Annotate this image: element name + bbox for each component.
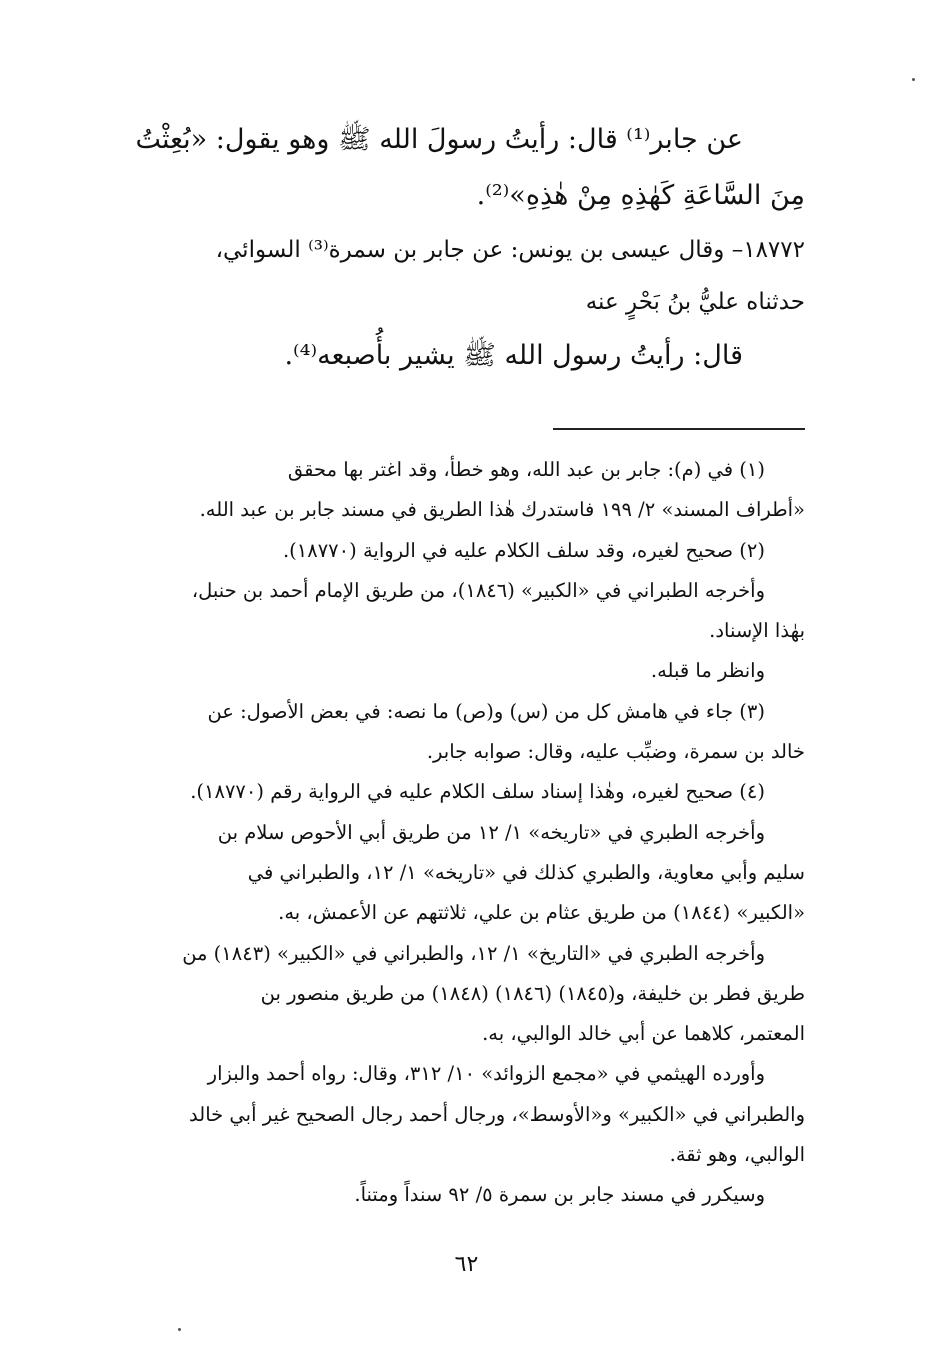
footnote-line: «الكبير» (١٨٤٤) من طريق عثام بن علي، ثلاثتهم عن الأعمش، به.: [278, 901, 805, 925]
footnote-line: سليم وأبي معاوية، والطبري كذلك في «تاريخه» ١/ ١٢، والطبراني في: [247, 860, 805, 884]
footnote-line: وأورده الهيثمي في «مجمع الزوائد» ١٠/ ٣١٢، وقال: رواه أحمد والبزار: [207, 1062, 765, 1086]
footnote-line: وسيكرر في مسند جابر بن سمرة ٥/ ٩٢ سنداً ومتناً.: [354, 1183, 765, 1207]
footnote-line: طريق فطر بن خليفة، و(١٨٤٥) (١٨٤٦) (١٨٤٨) من طريق منصور بن: [260, 981, 805, 1005]
hadith-line: قال: رأيتُ رسول الله ﷺ يشير بأُصبعه⁽⁴⁾.: [284, 340, 743, 371]
footnote-line: (١) في (م): جابر بن عبد الله، وهو خطأ، وقد اغتر بها محقق: [287, 458, 765, 481]
footnote-line: (٣) جاء في هامش كل من (س) و(ص) ما نصه: في بعض الأصول: عن: [207, 699, 765, 723]
scan-speck: [178, 1328, 181, 1331]
hadith-line: ١٨٧٧٢– وقال عيسى بن يونس: عن جابر بن سمرة⁽³⁾ السوائي،: [215, 237, 805, 263]
footnote-line: (٢) صحيح لغيره، وقد سلف الكلام عليه في الرواية (١٨٧٧٠).: [282, 538, 765, 562]
footnote-line: وأخرجه الطبري في «التاريخ» ١/ ١٢، والطبراني في «الكبير» (١٨٤٣) من: [182, 941, 765, 965]
hadith-text: [105, 112, 805, 384]
footnote-line: المعتمر، كلاهما عن أبي خالد الوالبي، به.: [482, 1022, 805, 1046]
hadith-line: حدثناه عليُّ بنُ بَحْرٍ عنه: [585, 289, 805, 315]
page-number: ٦٢: [454, 1252, 479, 1277]
footnote-line: وانظر ما قبله.: [650, 659, 765, 683]
hadith-line: مِنَ السَّاعَةِ كَهٰذِهِ مِنْ هٰذِهِ»⁽²⁾.: [476, 180, 805, 211]
footnote-line: وأخرجه الطبري في «تاريخه» ١/ ١٢ من طريق أبي الأحوص سلام بن: [217, 820, 765, 844]
footnote-line: (٤) صحيح لغيره، وهٰذا إسناد سلف الكلام عليه في الرواية رقم (١٨٧٧٠).: [190, 780, 765, 804]
footnote-line: «أطراف المسند» ٢/ ١٩٩ فاستدرك هٰذا الطريق في مسند جابر بن عبد الله.: [199, 498, 805, 522]
footnotes: [105, 450, 805, 1216]
footnote-line: والطبراني في «الكبير» و«الأوسط»، ورجال أحمد رجال الصحيح غير أبي خالد: [189, 1102, 805, 1126]
footnote-line: خالد بن سمرة، وضبِّب عليه، وقال: صوابه جابر.: [426, 740, 805, 764]
footnote-line: الوالبي، وهو ثقة.: [669, 1143, 805, 1167]
hadith-line: عن جابر⁽¹⁾ قال: رأيتُ رسولَ الله ﷺ وهو يقول: «بُعِثْتُ: [135, 124, 743, 155]
footnote-line: بهٰذا الإسناد.: [709, 619, 805, 643]
footnote-line: وأخرجه الطبراني في «الكبير» (١٨٤٦)، من طريق الإمام أحمد بن حنبل،: [191, 578, 765, 602]
scan-speck: [912, 78, 915, 81]
footnote-divider: [553, 428, 805, 430]
